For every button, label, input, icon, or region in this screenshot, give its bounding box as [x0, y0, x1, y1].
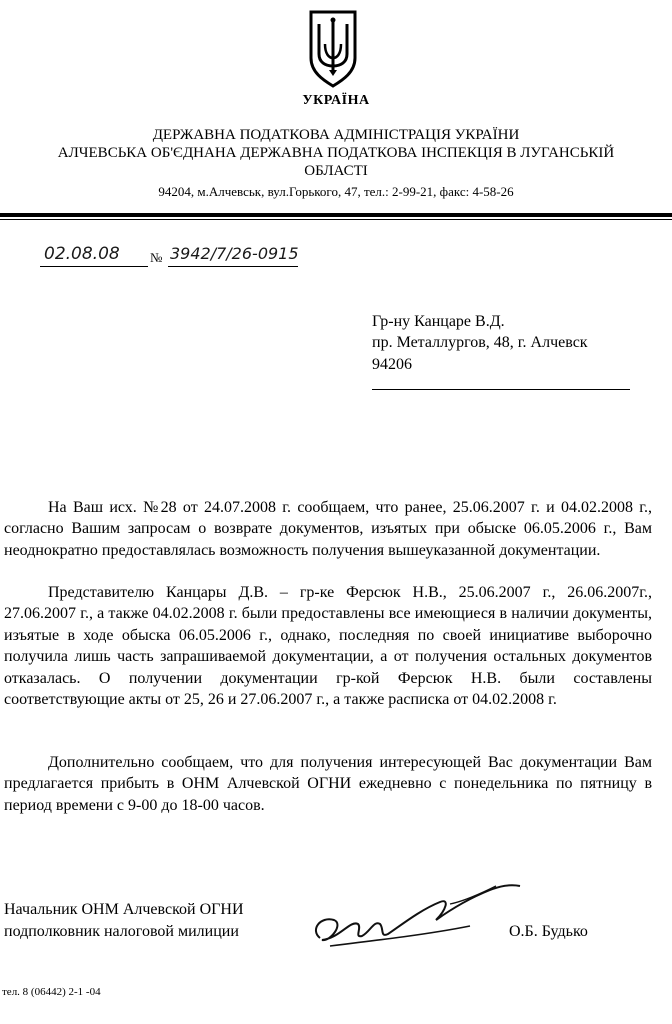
reference-number-prefix: № [150, 250, 163, 265]
recipient-postcode: 94206 [372, 356, 412, 373]
signatory-name: О.Б. Будько [509, 923, 588, 940]
header-rule-thick [0, 213, 672, 217]
body-paragraph-1: На Ваш исх. №28 от 24.07.2008 г. сообщаем, что ранее, 25.06.2007 г. и 04.02.2008 г., согласно Вашим запросам о возврате документов, изъятых при обыске 06.05.2006 г., Вам неоднократно предоставлялась возможность получения вышеуказанной документации. [4, 499, 652, 559]
footer-phone: тел. 8 (06442) 2-1 -04 [2, 986, 101, 998]
handwritten-signature-icon [300, 880, 540, 952]
body-paragraph-2: Представителю Канцары Д.В. – гр-ке Ферсюк Н.В., 25.06.2007 г., 26.06.2007г., 27.06.2007 г., а также 04.02.2008 г. были предоставлены все имеющиеся в наличии документы, изъятые в ходе обыска 06.05.2006 г., однако, последняя по своей инициативе выборочно получила лишь часть запрашиваемой документации, а от получения остальных документов отказалась. О получении документации гр-кой Ферсюк Н.В. были составлены соответствующие акты от 25, 26 и 27.06.2007 г., а также расписка от 04.02.2008 г. [4, 584, 652, 709]
country-heading: УКРАЇНА [302, 93, 370, 108]
administration-heading: ДЕРЖАВНА ПОДАТКОВА АДМІНІСТРАЦІЯ УКРАЇНИ [152, 127, 520, 143]
trident-emblem-icon [305, 8, 361, 88]
header-rule-thin [0, 219, 672, 220]
reference-date: 02.08.08 [44, 244, 120, 264]
signatory-rank: подполковник налоговой милиции [4, 923, 239, 940]
recipient-name: Гр-ну Канцаре В.Д. [372, 313, 505, 330]
oblast-heading: ОБЛАСТІ [304, 163, 368, 179]
reference-date-underline [40, 266, 148, 267]
reference-number-underline [168, 266, 298, 267]
recipient-street: пр. Металлургов, 48, г. Алчевск [372, 334, 588, 351]
signatory-position: Начальник ОНМ Алчевской ОГНИ [4, 901, 244, 918]
recipient-underline [372, 389, 630, 390]
reference-number: 3942/7/26-0915 [170, 244, 299, 263]
body-paragraph-3: Дополнительно сообщаем, что для получения интересующей Вас документации Вам предлагается прибыть в ОНМ Алчевской ОГНИ ежедневно с понедельника по пятницу в период времени с 9-00 до 18-00 часов. [4, 754, 652, 814]
inspection-address: 94204, м.Алчевськ, вул.Горького, 47, тел.: 2-99-21, факс: 4-58-26 [158, 184, 514, 199]
inspection-heading: АЛЧЕВСЬКА ОБ'ЄДНАНА ДЕРЖАВНА ПОДАТКОВА ІНСПЕКЦІЯ В ЛУГАНСЬКІЙ [57, 145, 615, 161]
